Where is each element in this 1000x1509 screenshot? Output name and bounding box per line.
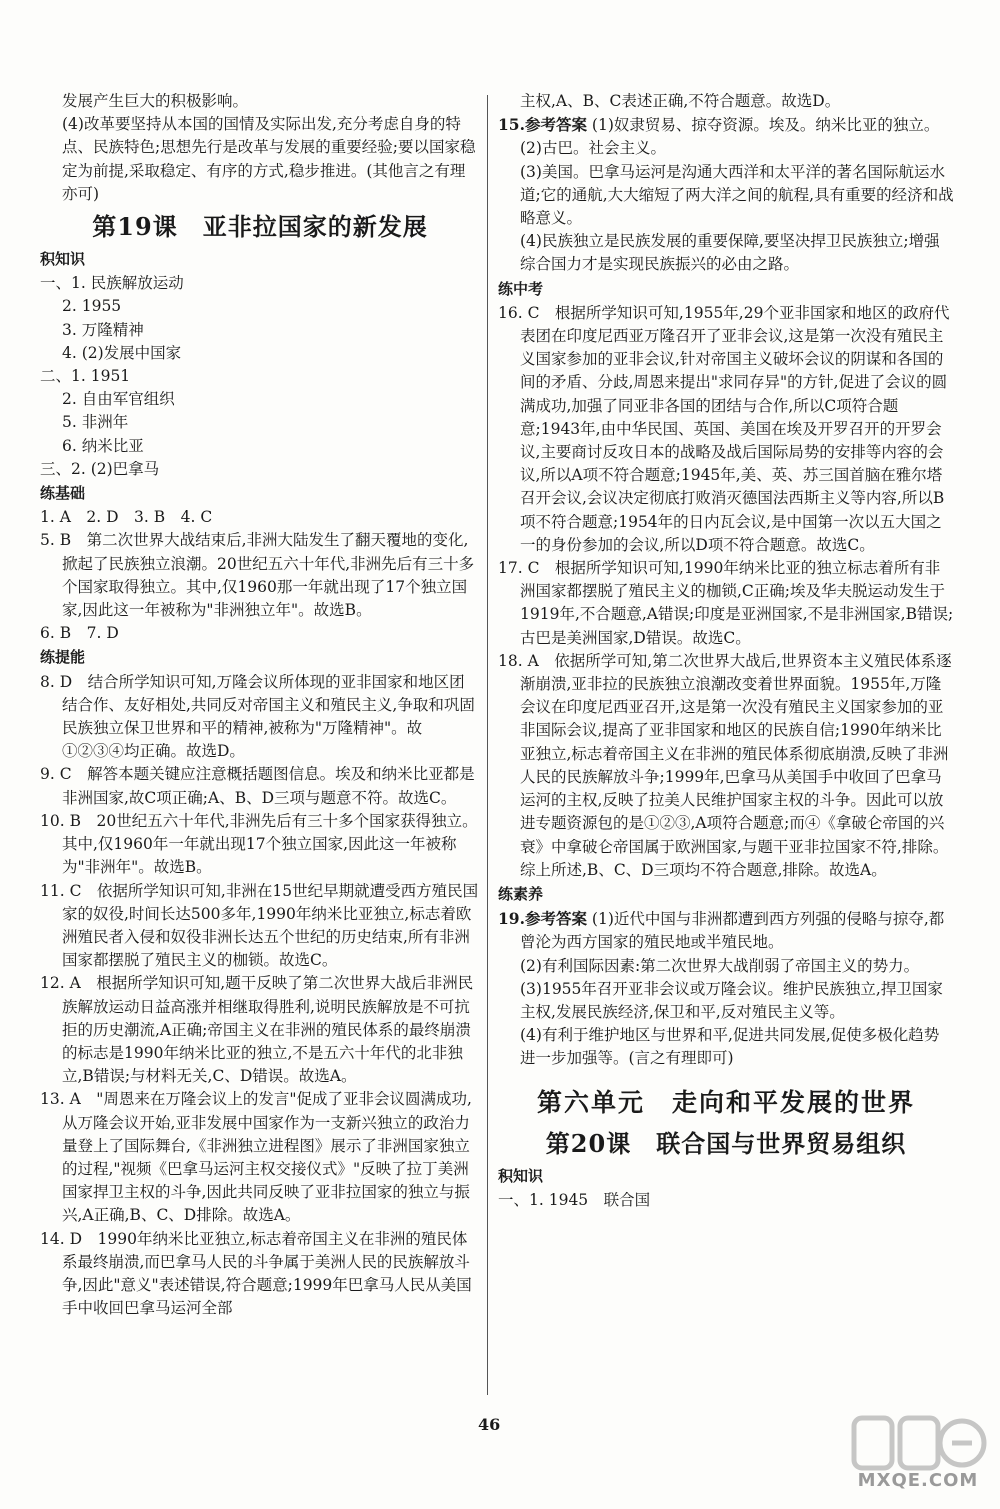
continued-answer-14: 主权,A、B、C表述正确,不符合题意。故选D。 (520, 92, 841, 110)
column-divider (487, 95, 488, 1395)
knowledge-item: 2. 自由军官组织 (62, 390, 175, 409)
section-heading-basics: 练基础 (40, 484, 86, 503)
knowledge-item: 3. 万隆精神 (62, 320, 144, 339)
answer-item: 14. D 1990年纳米比亚独立,标志着帝国主义在非洲的殖民体系最终崩溃,而巴拿马人民的斗争属于美洲人民的民族解放斗争,因此"意义"表述错误,符合题意;1999年巴拿马人民从美国手中收回巴拿马运河全部 (40, 1229, 472, 1318)
continued-text: 发展产生巨大的积极影响。 (62, 92, 249, 110)
section-heading-exam: 练中考 (498, 279, 544, 298)
answer-item: 12. A 根据所学知识可知,题干反映了第二次世界大战后非洲民族解放运动日益高涨并相继取得胜利,说明民族解放是不可抗拒的历史潮流,A正确;帝国主义在非洲的殖民体系的最终崩溃的标志是1990年纳米比亚的独立,不是五六十年代的北非独立,B错误;与材料无关,C、D错误。故选A。 (40, 974, 474, 1086)
lesson-19-title: 第19课 亚非拉国家的新发展 (92, 212, 428, 242)
right-column (498, 90, 954, 1212)
answer-text: (1)奴隶贸易、掠夺资源。埃及。纳米比亚的独立。 (591, 116, 940, 135)
question-number: 15. (498, 115, 525, 135)
reference-answer-label: 参考答案 (524, 909, 587, 929)
watermark-text: MXQE.COM (857, 1470, 979, 1491)
knowledge-item: 一、1. 1945 联合国 (498, 1190, 651, 1209)
answer-text: (4)民族独立是民族发展的重要保障,要坚决捍卫民族独立;增强综合国力才是实现民族振兴的必由之路。 (520, 232, 940, 274)
answer-item: 6. B 7. D (40, 624, 119, 643)
unit-6-title: 第六单元 走向和平发展的世界 (536, 1087, 915, 1117)
answer-item: 18. A 依据所学可知,第二次世界大战后,世界资本主义殖民体系逐渐崩溃,亚非拉的民族独立浪潮改变着世界面貌。1955年,万隆会议在印度尼西亚召开,这是第一次没有殖民主义国家参加的亚非国际会议,提高了亚非国家和地区的民族自信;1990年纳米比亚独立,标志着帝国主义在非洲的殖民体系彻底崩溃,反映了非洲人民的民族解放斗争;1999年,巴拿马从美国手中收回了巴拿马运河的主权,反映了拉美人民维护国家主权的斗争。因此可以放进专题资源包的是①②③,A项符合题意;而④《拿破仑帝国的兴衰》中拿破仑帝国属于欧洲国家,与题干亚非拉国家不符,排除。综上所述,B、C、D三项均不符合题意,排除。故选A。 (498, 651, 952, 879)
answer-text: (3)美国。巴拿马运河是沟通大西洋和太平洋的著名国际航运水道;它的通航,大大缩短了两大洋之间的航程,具有重要的经济和战略意义。 (520, 162, 954, 228)
answer-item: 17. C 根据所学知识可知,1990年纳米比亚的独立标志着所有非洲国家都摆脱了殖民主义的枷锁,C正确;埃及华夫脱运动发生于1919年,不合题意,A错误;印度是亚洲国家,不是非洲国家,B错误;古巴是美洲国家,D错误。故选C。 (498, 559, 954, 647)
answer-item: 9. C 解答本题关键应注意概括题图信息。埃及和纳米比亚都是非洲国家,故C项正确;A、B、D三项与题意不符。故选C。 (40, 765, 475, 807)
knowledge-item: 4. (2)发展中国家 (62, 343, 182, 362)
continued-answer-4: (4)改革要坚持从本国的国情及实际出发,充分考虑自身的特点、民族特色;思想先行是改革与发展的重要经验;要以国家稳定为前提,采取稳定、有序的方式,稳步推进。(其他言之有理亦可) (62, 115, 476, 203)
knowledge-item: 三、2. (2)巴拿马 (40, 459, 160, 478)
answer-item: 16. C 根据所学知识可知,1955年,29个亚非国家和地区的政府代表团在印度尼西亚万隆召开了亚非会议,这是第一次没有殖民主义国家参加的亚非会议,针对帝国主义破坏会议的阴谋和各国的间的矛盾、分歧,周恩来提出"求同存异"的方针,促进了会议的圆满成功,加强了同亚非各国的团结与合作,所以C项符合题意;1943年,由中华民国、英国、美国在埃及开罗召开的开罗会议,主要商讨反攻日本的战略及战后国际局势的安排等内容的会议,所以A项不符合题意;1945年,美、英、苏三国首脑在雅尔塔召开会议,会议决定彻底打败消灭德国法西斯主义等内容,所以B项不符合题意;1954年的日内瓦会议,是中国第一次以五大国之一的身份参加的会议,所以D项不符合题意。故选C。 (498, 303, 950, 554)
section-heading-knowledge: 积知识 (498, 1166, 544, 1185)
answer-text: (2)有利国际因素:第二次世界大战削弱了帝国主义的势力。 (520, 956, 920, 975)
answer-item: 13. A "周恩来在万隆会议上的发言"促成了亚非会议圆满成功,从万隆会议开始,亚非发展中国家作为一支新兴独立的政治力量登上了国际舞台,《非洲独立进程图》展示了非洲国家独立的过程,"视频《巴拿马运河主权交接仪式》"反映了拉丁美洲国家捍卫主权的斗争,因此共同反映了亚非拉国家的独立与振兴,A正确,B、C、D排除。故选A。 (40, 1090, 472, 1225)
answer-text: (1)近代中国与非洲都遭到西方列强的侵略与掠夺,都曾沦为西方国家的殖民地或半殖民地。 (520, 910, 945, 952)
answer-item: 10. B 20世纪五六十年代,非洲先后有三十多个国家获得独立。其中,仅1960年一年就出现17个独立国家,因此这一年被称为"非洲年"。故选B。 (40, 811, 478, 877)
left-column (40, 90, 480, 1320)
knowledge-item: 6. 纳米比亚 (62, 436, 144, 455)
reference-answer-label: 参考答案 (524, 115, 587, 135)
answer-item-15 (498, 113, 954, 137)
section-heading-knowledge: 积知识 (40, 250, 86, 269)
lesson-20-title: 第20课 联合国与世界贸易组织 (545, 1128, 907, 1158)
answer-item: 5. B 第二次世界大战结束后,非洲大陆发生了翻天覆地的变化,掀起了民族独立浪潮。20世纪五六十年代,非洲先后有三十多个国家取得独立。其中,仅1960那一年就出现了17个独立国家,因此这一年被称为"非洲独立年"。故选B。 (40, 531, 475, 620)
question-number: 19. (498, 909, 525, 929)
knowledge-item: 一、1. 民族解放运动 (40, 274, 184, 293)
answer-item: 8. D 结合所学知识可知,万隆会议所体现的亚非国家和地区团结合作、友好相处,共同反对帝国主义和殖民主义,争取和巩固民族独立保卫世界和平的精神,被称为"万隆精神"。故①②③④均正确。故选D。 (40, 672, 475, 761)
knowledge-item: 2. 1955 (62, 297, 122, 316)
section-heading-literacy: 练素养 (498, 884, 544, 903)
page-number: 46 (478, 1415, 501, 1434)
answer-item: 11. C 依据所学知识可知,非洲在15世纪早期就遭受西方殖民国家的奴役,时间长达500多年,1990年纳米比亚独立,标志着欧洲殖民者入侵和奴役非洲长达五个世纪的历史结束,所有非洲国家都摆脱了殖民主义的枷锁。故选C。 (40, 881, 479, 970)
answer-text: (3)1955年召开亚非会议或万隆会议。维护民族独立,捍卫国家主权,发展民族经济,保卫和平,反对殖民主义等。 (520, 979, 943, 1021)
answer-text: (4)有利于维护地区与世界和平,促进共同发展,促使多极化趋势进一步加强等。(言之有理即可) (520, 1026, 940, 1068)
answer-item-19 (498, 907, 954, 954)
section-heading-improve: 练提能 (40, 648, 86, 667)
answer-item: 1. A 2. D 3. B 4. C (40, 508, 213, 527)
knowledge-item: 二、1. 1951 (40, 367, 131, 386)
knowledge-item: 5. 非洲年 (62, 413, 129, 432)
answer-text: (2)古巴。社会主义。 (520, 139, 666, 158)
